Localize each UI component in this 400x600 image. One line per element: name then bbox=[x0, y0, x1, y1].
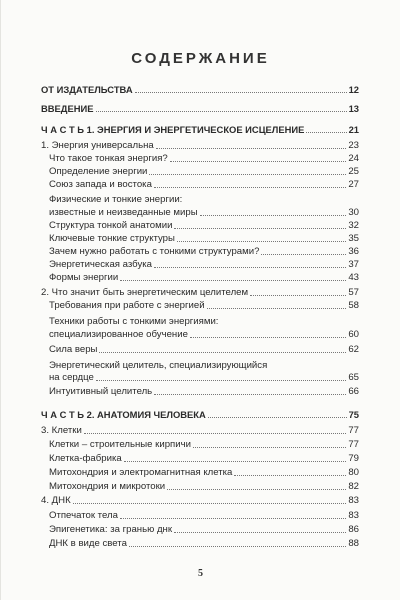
toc-entry-chapter-2 bbox=[41, 287, 359, 298]
toc-entry bbox=[49, 153, 359, 164]
dot-leader bbox=[170, 161, 347, 162]
toc-entry bbox=[49, 246, 359, 257]
toc-page-number: 83 bbox=[348, 495, 359, 506]
toc-page-number: 79 bbox=[348, 453, 359, 464]
dot-leader bbox=[96, 111, 347, 112]
dot-leader bbox=[120, 518, 346, 519]
toc-entry bbox=[49, 259, 359, 270]
toc-page-number: 66 bbox=[348, 386, 359, 397]
toc-entry-text: Ч А С Т Ь 1. ЭНЕРГИЯ И ЭНЕРГЕТИЧЕСКОЕ ИСЦЕЛЕНИЕ bbox=[41, 124, 305, 135]
toc-page-number: 86 bbox=[348, 524, 359, 535]
toc-entry-text: ОТ ИЗДАТЕЛЬСТВА bbox=[41, 84, 133, 95]
toc-entry-text: Формы энергии bbox=[49, 272, 119, 283]
toc-page-number: 57 bbox=[348, 287, 359, 298]
toc-entry-text: Эпигенетика: за гранью днк bbox=[49, 524, 173, 535]
toc-page-number: 62 bbox=[348, 344, 359, 355]
dot-leader bbox=[154, 394, 346, 395]
dot-leader bbox=[167, 489, 346, 490]
toc-entry-text: Интуитивный целитель bbox=[49, 386, 153, 397]
toc-entry-text: Требования при работе с энергией bbox=[49, 300, 205, 311]
toc-entry-text: 1. Энергия универсальна bbox=[41, 140, 154, 151]
toc-entry-text: 2. Что значит быть энергетическим целителем bbox=[41, 287, 249, 298]
toc-entry-text: Клетка-фабрика bbox=[49, 453, 122, 464]
toc-page-number: 35 bbox=[348, 233, 359, 244]
toc-entry bbox=[49, 179, 359, 190]
toc-entry-text: Ключевые тонкие структуры bbox=[49, 233, 175, 244]
dot-leader bbox=[84, 433, 347, 434]
toc-entry bbox=[49, 166, 359, 177]
toc-entry-text: Митохондрия и микротоки bbox=[49, 481, 166, 492]
dot-leader bbox=[174, 532, 346, 533]
toc-entry-text: Митохондрия и электромагнитная клетка bbox=[49, 467, 233, 478]
dot-leader bbox=[234, 475, 346, 476]
toc-entry bbox=[49, 510, 359, 521]
toc-page-number: 12 bbox=[348, 84, 359, 95]
toc-entry-text: Зачем нужно работать с тонкими структурами? bbox=[49, 246, 260, 257]
toc-page-number: 24 bbox=[348, 153, 359, 164]
toc-entry-text: Определение энергии bbox=[49, 166, 148, 177]
toc-entry-text: Ч А С Т Ь 2. АНАТОМИЯ ЧЕЛОВЕКА bbox=[41, 409, 206, 420]
dot-leader bbox=[207, 308, 347, 309]
toc-page-number: 83 bbox=[348, 510, 359, 521]
toc-page-number: 77 bbox=[348, 439, 359, 450]
dot-leader bbox=[208, 417, 347, 418]
toc-entry-text: Техники работы с тонкими энергиями: bbox=[49, 316, 219, 327]
toc-entry bbox=[49, 329, 359, 340]
toc-entry bbox=[49, 272, 359, 283]
dot-leader bbox=[190, 337, 346, 338]
dot-leader bbox=[99, 352, 346, 353]
dot-leader bbox=[73, 503, 347, 504]
toc-entry bbox=[49, 439, 359, 450]
page-number: 5 bbox=[198, 568, 203, 579]
page-title: СОДЕРЖАНИЕ bbox=[131, 50, 270, 67]
toc-entry bbox=[49, 524, 359, 535]
toc-page-number: 75 bbox=[348, 409, 359, 420]
toc-entry bbox=[49, 467, 359, 478]
dot-leader bbox=[135, 92, 347, 93]
toc-entry-publisher bbox=[41, 84, 359, 95]
toc-entry bbox=[49, 386, 359, 397]
toc-page-number: 80 bbox=[348, 467, 359, 478]
toc-entry-part-1 bbox=[41, 124, 359, 135]
toc-page-number: 77 bbox=[348, 425, 359, 436]
toc-entry bbox=[49, 207, 359, 218]
toc-entry-text: Структура тонкой анатомии bbox=[49, 220, 173, 231]
toc-entry-text: 4. ДНК bbox=[41, 495, 71, 506]
toc-entry bbox=[49, 300, 359, 311]
toc-page-number: 13 bbox=[348, 103, 359, 114]
dot-leader bbox=[149, 174, 346, 175]
toc-entry-text: 3. Клетки bbox=[41, 425, 82, 436]
toc-page-number: 58 bbox=[348, 300, 359, 311]
dot-leader bbox=[156, 148, 347, 149]
toc-entry bbox=[49, 344, 359, 355]
toc-entry-text: Что такое тонкая энергия? bbox=[49, 153, 168, 164]
toc-entry-chapter-4 bbox=[41, 495, 359, 506]
dot-leader bbox=[120, 280, 346, 281]
toc-entry-text: Союз запада и востока bbox=[49, 179, 152, 190]
dot-leader bbox=[250, 295, 346, 296]
toc-entry-text: ДНК в виде света bbox=[49, 538, 127, 549]
toc-page-number: 60 bbox=[348, 329, 359, 340]
toc-entry-text: Физические и тонкие энергии: bbox=[49, 194, 183, 205]
dot-leader bbox=[174, 228, 346, 229]
dot-leader bbox=[193, 447, 346, 448]
toc-entry bbox=[49, 453, 359, 464]
toc-entry-text: известные и неизведанные миры bbox=[49, 207, 198, 218]
dot-leader bbox=[177, 241, 346, 242]
toc-entry-text: Клетки – строительные кирпичи bbox=[49, 439, 191, 450]
toc-page-number: 88 bbox=[348, 538, 359, 549]
toc-entry-chapter-3 bbox=[41, 425, 359, 436]
dot-leader bbox=[96, 380, 346, 381]
dot-leader bbox=[261, 254, 346, 255]
toc-page-number: 23 bbox=[348, 140, 359, 151]
toc-entry bbox=[49, 220, 359, 231]
toc-entry bbox=[49, 233, 359, 244]
dot-leader bbox=[129, 546, 346, 547]
toc-page-number: 65 bbox=[348, 372, 359, 383]
dot-leader bbox=[200, 215, 347, 216]
toc-entry-introduction bbox=[41, 103, 359, 114]
toc-entry-part-2 bbox=[41, 409, 359, 420]
toc-entry-text: ВВЕДЕНИЕ bbox=[41, 103, 94, 114]
toc-entry-text: Сила веры bbox=[49, 344, 98, 355]
dot-leader bbox=[154, 187, 346, 188]
toc-entry-chapter-1 bbox=[41, 140, 359, 151]
toc-entry-text: специализированное обучение bbox=[49, 329, 188, 340]
toc-page-number: 36 bbox=[348, 246, 359, 257]
toc-entry-text: Энергетическая азбука bbox=[49, 259, 153, 270]
toc-entry-text: Отпечаток тела bbox=[49, 510, 118, 521]
toc-entry-text: на сердце bbox=[49, 372, 94, 383]
toc-page-number: 43 bbox=[348, 272, 359, 283]
dot-leader bbox=[124, 461, 347, 462]
toc-page-number: 37 bbox=[348, 259, 359, 270]
toc-page-number: 25 bbox=[348, 166, 359, 177]
toc-entry-text: Энергетический целитель, специализирующийся bbox=[49, 360, 268, 371]
toc-page-number: 27 bbox=[348, 179, 359, 190]
dot-leader bbox=[154, 267, 346, 268]
toc-page-number: 30 bbox=[348, 207, 359, 218]
toc-entry bbox=[49, 481, 359, 492]
toc-page-number: 82 bbox=[348, 481, 359, 492]
toc-entry bbox=[49, 538, 359, 549]
toc-entry bbox=[49, 372, 359, 383]
toc-page-number: 21 bbox=[348, 124, 359, 135]
toc-page-number: 32 bbox=[348, 220, 359, 231]
dot-leader bbox=[306, 132, 346, 133]
